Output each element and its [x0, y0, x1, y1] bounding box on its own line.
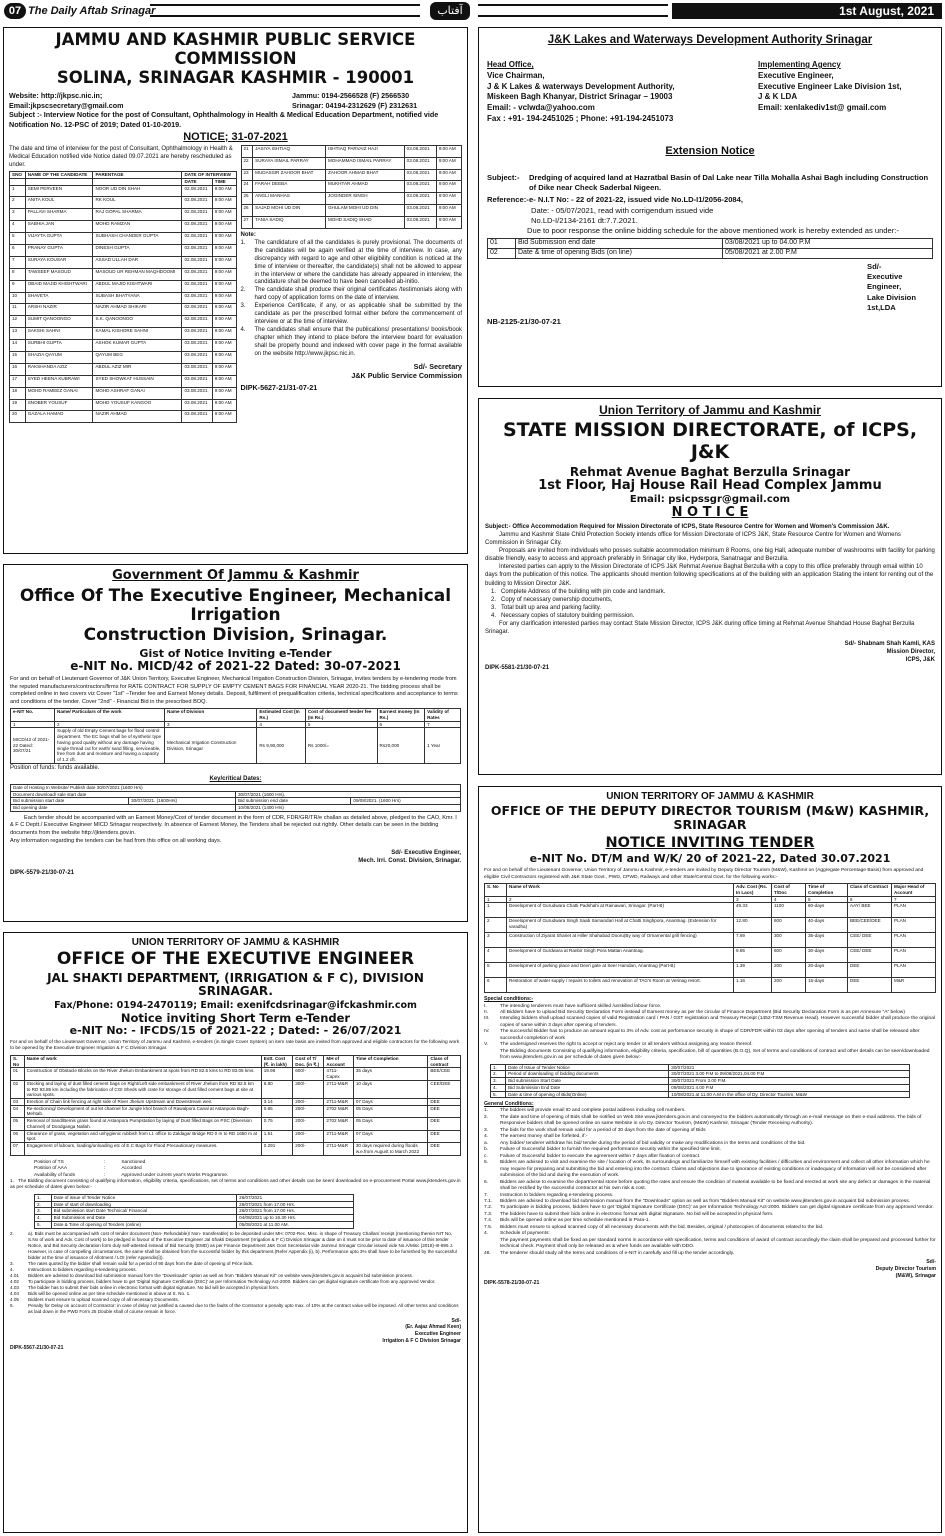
tour-sign: Deputy Director Tourism	[875, 1266, 936, 1273]
jkpsc-sign-2: J&K Public Service Commission	[351, 371, 462, 381]
table-row: 2. Date of start of downloading 26/07/2021 from 17.00 Hrs.	[35, 1201, 354, 1208]
lakes-left-line: J & K Lakes & waterways Development Authority,	[487, 81, 675, 91]
lakes-head-office: Head Office,	[487, 60, 534, 69]
list-item: c. Failure of Successful bidder to execute the agreement within 7 days after fixation of contract.	[484, 1153, 701, 1159]
lakes-subject-label: Subject:-	[487, 172, 520, 182]
table-row: 19 SNOBER YOUSUF MOHD YOUSUF KANGOO 03.08.2021 9:00 AM	[10, 399, 237, 411]
table-row: 20 GAZALA HAMAD NAZIR AHMAD 03.08.2021 9:00 AM	[10, 411, 237, 423]
ee-position-line: Position of AAA : Accorded	[34, 1166, 142, 1172]
ee-sign: Sd/-	[451, 1317, 461, 1324]
paper-name: The Daily Aftab Srinagar	[28, 5, 156, 17]
tour-sign: Sd/-	[926, 1259, 936, 1266]
mech-gov: Government Of Jammu & Kashmir	[112, 568, 359, 583]
table-row: 2 ANITA KOUL RK KOUL 02.08.2021 9:00 AM	[10, 197, 237, 209]
lakes-implementing-agency: Implementing Agency	[758, 60, 841, 69]
mech-sign: Sd/- Executive Engineer,	[391, 850, 461, 857]
list-item: 7.5. Bidders must ensure to upload scanned copy of all necessary documents with the bid. Besides, original / photocopies of documents related to the bid.	[484, 1224, 824, 1230]
list-item: 4.03 The bidder has to submit their bids online in electronic format with digital signature. No bid will be accepted in physical form.	[10, 1285, 280, 1291]
icps-title: STATE MISSION DIRECTORATE, of ICPS, J&K	[502, 419, 918, 463]
newspaper-header	[0, 0, 945, 22]
jkpsc-email: Email:jkpscsecretary@gmail.com	[9, 100, 124, 110]
paper-logo: آفتاب	[430, 2, 470, 20]
table-row: 05 Removal of Sand/Bemis grass found at Astanpora Pumpstation by laying of Dust filled Bags on PSC (Diversion Channel) of Doodganga Nallah. 0.75 200/- 2702 M&R 05 Days DEE	[11, 1118, 461, 1130]
tour-conditions	[484, 1004, 936, 1062]
lakes-left-line: Fax : +91- 194-2451025 ; Phone: +91-194-2451073	[487, 113, 674, 123]
jkpsc-sign-1: Sd/- Secretary	[413, 361, 462, 371]
note-item: 3. Experience Certificate, if any, or as applicable shall be submitted by the candidate as per the prescribed format either before the commencement of interview or at the time of interview.	[240, 303, 462, 325]
ee-title: OFFICE OF THE EXECUTIVE ENGINEER	[56, 949, 415, 969]
mech-dipk: DIPK-5579-21/30-07-21	[10, 870, 75, 877]
tour-cond-title: Special conditions:-	[484, 996, 534, 1003]
table-row: 26 SAJAD MOHI UD DIN GHULAM MOHI UD DIN 03.08.2021 9:00 AM	[241, 205, 462, 217]
list-item: 3. The bids for the work shall remain valid for a period of 30 days from the date of opening of Bids	[484, 1127, 706, 1133]
list-item: 5. Bidders are advised to visit and examine the site / location of work, its surroundings and familiarize himself with existing facilities / difficulties and environment and collect all other information which he may require for preparing and submitting the bid and entering into the contract. Claims and objections due to ignorance of existing conditions or inadequacy of information will not be considered after submission of the bid and during the execution of work.	[484, 1160, 930, 1179]
tour-gen-title: General Conditions:	[484, 1101, 534, 1108]
tour-title: OFFICE OF THE DEPUTY DIRECTOR TOURISM (M&W) KASHMIR, SRINAGAR	[490, 803, 930, 833]
lakes-schedule-table: 01 Bid Submission end date 03/08/2021 up to 04.00 P.M 02 Date & time of opening Bids (on line) 05/08/2021 at 2.00 P.M	[487, 238, 933, 259]
table-row: 10 SHAVETA SUBASH BHATYANA 02.08.2021 9:00 AM	[10, 292, 237, 304]
table-row: 3. Bid submission Start Date 30/07/2021 From 3.00 P.M.	[491, 1078, 910, 1085]
list-item: The payment payments shall be fixed as per standard norms in accordance with specification, terms and conditions of award of contract accordingly the claim shall be prepared and processed further for technical check. Payment shall only be released as & when funds are available with DDO.	[500, 1237, 936, 1250]
tour-dates-table	[490, 1064, 910, 1099]
list-item: The Bidding documents Consisting of qualifying information, eligibility criteria, specification, bill of quantities (B.O.Q), Set of terms and conditions of contract and other details can be seen/downloaded from www.jktenders.gov.in as per schedule of dates given below:-	[500, 1048, 930, 1061]
icps-list-item: 2. Copy of necessary ownership documents,	[491, 596, 613, 603]
lakes-ref-2: Date: - 05/07/2021, read with corrigendum issued vide	[531, 205, 714, 215]
icps-sign: Sd/- Shabnam Shah Kamli, KAS	[844, 641, 935, 648]
jkpsc-dipk: DIPK-5627-21/31-07-21	[240, 382, 318, 392]
mech-title-1: Office Of The Executive Engineer, Mechanical Irrigation	[19, 585, 452, 626]
list-item: 5. Penalty for Delay on account of Contractor: in case of delay not justified & caused due to the faults of the Contractor a penalty upto max. of 10% at the contract value will be imposed. All other terms and conditions as laid down in the PWD Form 25 Double shall of course remain in force.	[10, 1303, 459, 1315]
note-item: 2. The candidate shall produce their original certificates /testimonials along with hard copy of application forms on the date of interview.	[240, 287, 462, 302]
mech-body-2: Any information regarding the tenders can be had from this office on all working days.	[10, 837, 222, 844]
jkpsc-notice-title: NOTICE; 31-07-2021	[183, 130, 288, 143]
table-row: 3. Bid submission start Date Technical/ Financial 26/07/2021 from 17.00 Hrs.	[35, 1208, 354, 1215]
table-row: 11 ARSHI NAZIR NAZIR AHMAD SHIKARI 02.08.2021 9:00 AM	[10, 304, 237, 316]
table-row: 15 SHAZIA QAYUM QAYUM BEG 03.08.2021 9:00 AM	[10, 352, 237, 364]
table-row: 18 MOHD RAMEEZ GANAI MOHD ASHRAF GANAI 03.08.2021 9:00 AM	[10, 387, 237, 399]
issue-date: 1st August, 2021	[672, 3, 942, 19]
page-number: 07	[4, 3, 26, 19]
lakes-sign: Executive Engineer,	[867, 272, 903, 292]
tour-work-table: S. No Name of Work Adv. Cost (Rs. In Lacs) Cost of T/Doc Time of Completion Class of Contract Major Head of Account 1 2 3 4 5 6 7 1 Development of Gurudwara Chatti Padshahi at Rainawari, Srinagar. (Part-B) 49.33 1100 60-days AAY/ BEE PLAN 2 Development of Gurudwara Singh Saab Samandari Hall at Chatti Singhpora, Anantnag. (Extension for varadha) 12.80 600 40-days BEE/CEE/DEE PLAN 3 Construction of Ziyarat Shariet at Hiller Shahabad Dooru(By way of Ornamental grill fencing) 7.69 300 35-days CEE/ DEE PLAN 4 Development of Gurdwara at Ranbir Singh Pora Mattan Anantnag. 9.85 600 30-days CEE/ DEE PLAN 5 Development of parking place and Devri gate at Seer Hamdan, Anantnag (Part-B) 1.39 200 20-days DEE PLAN 6 Restoration of water supply / repairs to toilets and renovation of TAG's Room at Verinag resort. 1.16 200 15-days DEE M&R	[484, 883, 936, 993]
icps-list-item: 3. Total built up area and parking facility.	[491, 604, 601, 611]
mech-body: Each tender should be accompanied with an Earnest Money/Cost of tender document in the form of CDR, FDR/GR/TR/e challan as detailed above, pledged to the CAO, Kmr. I & F C Deptt./ Executive Engineer MICD Srinagar respectively. In absence of Earnest Money, the Tenders shall be rejected out rightly. Other details can be seen in the bidding documents from the website http://jktenders.gov.in.	[10, 814, 457, 837]
ee-intro: For and on behalf of the Lieutenant Governor, Union Territory of Jammu and Kashmir, e-tenders (in Single Cover System) on item rate basis are invited from approved and eligible contractors for the following work to be opened by the Executive Engineer Irrigation & F C Division Srinagar.	[10, 1039, 460, 1052]
icps-dipk: DIPK-5581-21/30-07-21	[485, 665, 550, 672]
table-row: 02 Stocking and laying of dust filled cement bags on Right/Left side embankment of River Jhelum from RD 82.5 km to RD 93.85 km including the fabrication of CGI Sheds with crate for storage of dust filled cement bags at site at various spots. 6.80 300/- 2711-M&R 10 days CEE/DEE	[11, 1080, 461, 1098]
list-item: III. Intending bidders shall upload scanned copies of valid Registration card / PAN / GST registration and Treasury Receipt (1452-TSM Revenue Head). However successful bidder shall produce the original copies of same within 3 days after opening of tenders.	[484, 1016, 936, 1028]
list-item: IV. The successful Bidder has to produce an amount equal to 3% of Adv. cost as performance security in shape of CDR/FDR within 03 days after opening of tenders and same shall be released after successful completion of work	[484, 1029, 920, 1041]
tour-enit: e-NIT No. DT/M and W/K/ 20 of 2021-22, Dated 30.07.2021	[529, 852, 891, 866]
icps-para-4: For any clarification interested parties may contact State Mission Director, ICPS J&K during office timing at Rehmat Avenue Shahdad House Baghat Berzulla Srinagar.	[485, 620, 915, 636]
list-item: I. The intending tenderers must have sufficient skilled /unskilled labour force.	[484, 1003, 662, 1009]
table-row: 24 FARAH DEEBA MUKHTAR AHMAD 03.08.2021 9:00 AM	[241, 181, 462, 193]
table-row: 27 TANIA SADIQ MOHD SADIQ SHAD 03.08.2021 9:00 AM	[241, 217, 462, 229]
tourism-notice	[478, 786, 942, 1533]
jkpsc-jammu-phone: Jammu: 0194-2566528 (F) 2566530	[292, 90, 410, 100]
jkpsc-srinagar-phone: Srinagar: 04194-2312629 (F) 2312631	[292, 100, 418, 110]
ee-sign: (Er. Aajaz Ahmad Keen)	[405, 1324, 461, 1331]
ee-notice: Notice inviting Short Term e-Tender	[120, 1011, 351, 1026]
ee-p1: 1. The Bidding document consisting of qualifying information, eligibility criteria, specifications, set of terms and conditions and other details can be seen/ downloaded on e-procurement Portal www.jktenders.gov.in as per schedule of dates given below:-	[10, 1179, 461, 1191]
tour-dipk: DIPK-5578-21/30-07-21	[484, 1280, 540, 1287]
table-row: 2 Development of Gurudwara Singh Saab Samandari Hall at Chatti Singhpora, Anantnag. (Extension for varadha) 12.80 600 40-days BEE/CEE/DEE PLAN	[485, 918, 936, 933]
table-row: 13 SAKSHI SAHNI KAMAL KISHORE SAHNI 03.08.2021 9:00 AM	[10, 328, 237, 340]
mech-notice	[3, 564, 468, 922]
list-item: 4. The earnest money shall be forfeited, if:-	[484, 1134, 588, 1140]
lakes-ref-label: Reference:-	[487, 195, 529, 205]
mech-funds: Position of funds: funds available.	[10, 764, 100, 771]
list-item: b. Failure of Successful bidder to furnish the required performance security within the specified time limit.	[484, 1147, 721, 1153]
icps-email: Email: psicpssgr@gmail.com	[629, 494, 791, 506]
lakes-right-line: Executive Engineer,	[758, 70, 834, 80]
table-row: 4 Development of Gurdwara at Ranbir Singh Pora Mattan Anantnag. 9.85 600 30-days CEE/ DEE PLAN	[485, 948, 936, 963]
lakes-right-line: Email: xenlakediv1st@ gmail.com	[758, 103, 887, 113]
list-item: II. All Bidders have to upload Bid Security Declaration Form instead of Earnest money as per the circular of Finance Department (Bid Security Declaration Form is as per Annexure "A" below)	[484, 1009, 905, 1015]
ee-dipk: DIPK-5567-21/30-07-21	[10, 1344, 64, 1351]
note-item: 4. The candidates shall ensure that the publications/ presentations/ books/book chapter which they intend to place before the interview board for evaluation shall be properly bound and indexed with cover page in the format available on the website http://www.jkpsc.nic.in.	[240, 326, 462, 357]
table-row: 25 ANGLI MANHAS JOGINDER SINGH 03.08.2021 9:00 AM	[241, 193, 462, 205]
mech-intro: For and on behalf of Lieutenant Governor of J&K Union Territory, Executive Engineer, Mechanical Irrigation Construction Division, Srinagar, invites tenders by e-tendering mode from the reputed manufacturers/contractors/firms for RATE CONTRACT FOR SUPPLY OF EMPTY CEMENT BAGS FOR FINANCIAL YEAR 2020-21. The bidding process shall be completed online in two covers viz Cover "1st" –Tender fee and Earnest Money details. Deposit, fulfilment of prequalification criteria, technical specifications and acceptance to terms and conditions of the tender. Cover "2nd" - Financial Bid in the prescribed BOQ.	[10, 676, 458, 705]
list-item: 48. The tenderer should study all the terms and conditions of e-NIT in carefully and fill up the tender accordingly.	[484, 1250, 735, 1256]
jkpsc-candidate-table-left: SNO NAME OF THE CANDIDATE PARENTAGE DATE OF INTERVIEW DATE TIME 1 SEMI PERVEEN NOOR UD DIN SHAH 02.08.2021 9:00 AM 2 ANITA KOUL RK KOUL 02.08.2021 9:00 AM 3 PALLAVI SHARMA RAJ GOPAL SHARMA 02.08.2021 9:00 AM 4 SABHIA JAN MOHD RAMZAN 02.08.2021 9:00 AM 5 VIJAYTA GUPTA SUBHASH CHANDER GUPTA 02.08.2021 9:00 AM 6 PRANAY GUPTA DINESH GUPTA 02.08.2021 9:00 AM 7 SURAYA KOUSAR ASSAD ULLAH DAR 02.08.2021 9:00 AM 8 TAWSEEF MASOUD MASOUD UR REHMAN MAQHDOOMI 02.08.2021 9:00 AM 9 OBAID MAJID KHISHTWARI ABDUL MAJID KISHTWARI 02.08.2021 9:00 AM 10 SHAVETA SUBASH BHATYANA 02.08.2021 9:00 AM 11 ARSHI NAZIR NAZIR AHMAD SHIKARI 02.08.2021 9:00 AM 12 SUMIT QANOONGO S.K. QANOONGO 02.08.2021 9:00 AM 13 SAKSHI SAHNI KAMAL KISHORE SAHNI 03.08.2021 9:00 AM 14 SURBHI GUPTA ASHOK KUMAR GUPTA 03.08.2021 9:00 AM 15 SHAZIA QAYUM QAYUM BEG 03.08.2021 9:00 AM 16 RAKSHANDA AZIZ ABDUL AZIZ MIR 03.08.2021 9:00 AM 17 SYED HEENA KUBRAWI SYED SHOWKAT HUSSAIN 03.08.2021 9:00 AM 18 MOHD RAMEEZ GANAI MOHD ASHRAF GANAI 03.08.2021 9:00 AM 19 SNOBER YOUSUF MOHD YOUSUF KANGOO 03.08.2021 9:00 AM 20 GAZALA HAMAD NAZIR AHMAD 03.08.2021 9:00 AM	[9, 171, 237, 423]
note-item: 1. The candidature of all the candidates is purely provisional. The documents of the candidates will be again verified at the time of interview. In case, any discrepancy with regard to age and other eligibility condition is noticed at the time of interview or thereafter, the candidate(s) shall not be allowed to appear in the interview or where the candidate has already appeared in interview, the candidature shall be deemed to have been cancelled ab-initio.	[240, 239, 462, 286]
list-item: 4. Schedule of payments:	[484, 1231, 550, 1237]
list-item: 2. a). Bids must be accompanied with cost of tender document (Non- Refundable)/ Non- transferable) to be deposited under MH: 0702-Rec. Misc. in shape of Treasury Challan/ receipt (mentioning therein NIT No, S.No of work and Adv. Cost of work) to be pledged in favour of the Executive Engineer Jal Shakti Department (Irrigation & F C) Division Srinagar & date on it must not be prior to date of issuance of this tender Notice, and Bid Security declaration form duly self-attested instead of Bid Security (EMD) as per Finance Department J&K Govt Secretariat vide Jammu/ Srinagar Circular issued vide No.A/Misc (2018)-III-895 J. However, in case of compelling circumstances, the same shall be obtained from the successful bidder by this department.(Refer Appendix (i), b). Performance upto 3% shall have to be furnished by the successful bidder at the time of issuance of Allotment / LOI (refer Appendix(i)).	[10, 1230, 457, 1260]
table-row: 12 SUMIT QANOONGO S.K. QANOONGO 02.08.2021 9:00 AM	[10, 316, 237, 328]
ee-dates-table	[34, 1194, 354, 1229]
icps-address-2: 1st Floor, Haj House Rail Head Complex Jammu	[538, 478, 882, 494]
tour-intro: For and on behalf of the Lieutenant Governor, Union Territory of Jammu & Kashmir, e-tenders are invited by Deputy Director Tourism (M&W), Kashmir on (Aggregate Percentage Basis) from approved and eligible Civil Contractors registered with J&K State Govt., PWD, CPWD, Railways and other State/Central Govt. for the following works:-	[484, 868, 924, 880]
icps-notice	[478, 398, 942, 775]
ee-terms	[10, 1231, 461, 1316]
header-rule-2	[478, 4, 668, 17]
lakes-left-line: Vice Chairman,	[487, 70, 545, 80]
ee-position-line: Position of TS : Sanctioned	[34, 1159, 146, 1165]
jkpsc-subtitle: SOLINA, SRINAGAR KASHMIR - 190001	[56, 67, 415, 87]
list-item: 4.01 Bidders are advised to download bid submission manual form the "Downloads" option as well as from "Bidders Manual Kit" on website www.jktenders.gov.in acquaint bid submission process.	[10, 1273, 414, 1279]
list-item: V. The undersigned reserves the right to accept or reject any tender or all tenders without assigning any reason thereof.	[484, 1042, 753, 1048]
jkpsc-notice	[3, 27, 468, 554]
jkpsc-notes	[241, 240, 463, 359]
ee-sign: Executive Engineer	[414, 1331, 461, 1337]
list-item: 4.05 Bidders must ensure to upload scanned copy of all necessary Documents.	[10, 1297, 179, 1303]
table-row: 5. Date & time of opening of Bids(Online) 10/08/2021 at 11.00 A.M in the office of Dy. Director Tourism, M&W	[491, 1091, 910, 1098]
table-row: 5 VIJAYTA GUPTA SUBHASH CHANDER GUPTA 02.08.2021 9:00 AM	[10, 233, 237, 245]
lakes-sign: Lake Division 1st,LDA	[867, 292, 916, 312]
table-row: 1. Date of Issue of Tender Notice 30/07/2021	[491, 1064, 910, 1071]
table-row: 04 Re-sectioning/ Development of out let channel for Jungle khol branch of Rawalpora Canal at Astanpora Bagh-Mehtab. 0.65 200/- 2702 M&R 05 Days DEE	[11, 1105, 461, 1117]
table-row: 4. Bid Submission end Date 04/08/2021 up to 16.30 Hrs.	[35, 1215, 354, 1222]
icps-list-item: 1. Complete Address of the building with pin code and landmark.	[491, 588, 666, 595]
jkpsc-subject: Subject :- Interview Notice for the post of Consultant, Ophthalmology in Health & Medical Education Department, notified vide Notification No. 12-PSC of 2019; Dated 01-10-2019.	[9, 110, 439, 130]
table-row: 2. Period of downloading of bidding documents 30/07/2021 3.00 P.M to 09/08/2021,04.00 P.M	[491, 1071, 910, 1078]
tour-sign: (M&W), Srinagar	[895, 1273, 936, 1280]
lakes-extension-notice: Extension Notice	[665, 144, 755, 157]
list-item: 4.04 Bids will be opened online as per time schedule mentioned in above at S. No. 1.	[10, 1291, 191, 1297]
icps-subject: Subject:- Office Accommodation Required for Mission Directorate of ICPS, State Resource Centre for Women and Women's Commission J&K.	[485, 523, 890, 530]
icps-para-1: Jammu and Kashmir State Child Protection Society intends office for Mission Directorate of ICPS J&K, State Resource Centre for Women and Womens Commission in Srinagar City.	[485, 531, 901, 547]
ee-dept: JAL SHAKTI DEPARTMENT, (IRRIGATION & F C), DIVISION SRINAGAR.	[47, 970, 424, 999]
list-item: a. Any bidder/ tenderer withdraw his bid/ tender during the period of bid validity or make any modifications in the terms and conditions of the bid.	[484, 1140, 806, 1146]
header-rule	[150, 4, 420, 17]
list-item: 7.2. To participate in bidding process, bidders have to get 'Digital Signature Certificate (DSC)' as per Information Technology Act-2000. Bidders can get digital signature certificate from any approved Vendor.	[484, 1205, 934, 1211]
table-row: 4 SABHIA JAN MOHD RAMZAN 02.08.2021 9:00 AM	[10, 221, 237, 233]
list-item: 7.3. The bidders have to submit their bids online in electronic format with digital Signature. No bid will be accepted in physical form.	[484, 1211, 774, 1217]
mech-sign: Mech. Irri. Const. Division, Srinagar.	[358, 858, 461, 865]
table-row: 1 Development of Gurudwara Chatti Padshahi at Rainawari, Srinagar. (Part-B) 49.33 1100 60-days AAY/ BEE PLAN	[485, 903, 936, 918]
table-row: 23 MUDASSIR ZAHOOR BHAT ZAHOOR AHMAD BHAT 03.08.2021 9:00 AM	[241, 169, 462, 181]
lakes-right-line: Executive Engineer Lake Division 1st,	[758, 81, 902, 91]
table-row: 17 SYED HEENA KUBRAWI SYED SHOWKAT HUSSAIN 03.08.2021 9:00 AM	[10, 375, 237, 387]
tour-notice: NOTICE INVITING TENDER	[605, 834, 815, 851]
table-row: 21 JASIYA ISHTIAQ ISHTIAQ PARVAIZ HAJI 03.08.2021 9:00 AM	[241, 145, 462, 157]
jalshakti-notice	[3, 932, 468, 1533]
table-row: 16 RAKSHANDA AZIZ ABDUL AZIZ MIR 03.08.2021 9:00 AM	[10, 363, 237, 375]
icps-address-1: Rehmat Avenue Baghat Berzulla Srinagar	[569, 464, 851, 479]
mech-enit: e-NIT No. MICD/42 of 2021-22 Dated: 30-07-2021	[70, 659, 401, 674]
ee-enit: e-NIT No: - IFCDS/15 of 2021-22 ; Dated: - 26/07/2021	[69, 1024, 402, 1038]
lakes-ref-3: No.LD-I/2134-2161 dt:7.7.2021.	[531, 215, 638, 225]
table-row: 3 Construction of Ziyarat Shariet at Hiller Shahabad Dooru(By way of Ornamental grill fencing) 7.69 300 35-days CEE/ DEE PLAN	[485, 933, 936, 948]
icps-sign: Mission Director,	[886, 649, 935, 656]
list-item: 4.02 To participate in bidding process, bidders have to get 'Digital Signature Certificate (DSC)' as per Information Technology Act-2000. Bidders can get digital signature certificate from any approved Vendor.	[10, 1279, 436, 1285]
lakes-subject: Dredging of acquired land at Hazratbal Basin of Dal Lake near Tilla Mohalla Ashai Bagh including Construction of Dike near Check Saderbal Nigeen.	[529, 172, 929, 193]
ee-sign: Irrigation & F C Division Srinagar	[382, 1337, 461, 1344]
tour-general-conditions	[484, 1108, 936, 1257]
lakes-dipk: NB-2125-21/30-07-21	[487, 317, 561, 327]
list-item: 7.1. Bidders are advised to download bid submission manual from the "Downloads" option as well as from "Bidders Manual Kit" on website www.jktenders.gov.in acquaint bid submission process.	[484, 1198, 910, 1204]
table-row: 8 TAWSEEF MASOUD MASOUD UR REHMAN MAQHDOOMI 02.08.2021 9:00 AM	[10, 268, 237, 280]
list-item: 7.4. Bids will be opened online as per time schedule mentioned in Para-1.	[484, 1218, 650, 1224]
table-row: 1 SEMI PERVEEN NOOR UD DIN SHAH 02.08.2021 9:00 AM	[10, 185, 237, 197]
jkpsc-candidate-table-right	[241, 145, 463, 229]
ee-ut: UNION TERRITORY OF JAMMU & KASHMIR	[131, 937, 340, 948]
lakes-due: Due to poor response the online bidding schedule for the above mentioned work is hereby extended as under:-	[527, 226, 899, 236]
table-row: 6 Restoration of water supply / repairs to toilets and renovation of TAG's Room at Verinag resort. 1.16 200 15-days DEE M&R	[485, 978, 936, 993]
table-row: 3 PALLAVI SHARMA RAJ GOPAL SHARMA 02.08.2021 9:00 AM	[10, 209, 237, 221]
table-row: 9 OBAID MAJID KHISHTWARI ABDUL MAJID KISHTWARI 02.08.2021 9:00 AM	[10, 280, 237, 292]
mech-dates-table: Date of Hosting In Website/ Publish date 30/07/2021 (1600 Hrs) Document download/ sale start date 30/07/2021 (1600 Hrs). Bid submission start date 30/07/2021. (1600Hrs) Bid submission end date 09/08/2021. (1600 Hrs) Bid opening date 10/08/2021 (1400 Hrs)	[10, 784, 461, 812]
table-row: 4. Bid Submission End Date 09/08/2021 4.00 P.M	[491, 1084, 910, 1091]
lakes-left-line: Email: - vclwda@yahoo.com	[487, 103, 595, 113]
ee-fax: Fax/Phone: 0194-2470119; Email: exenifcdsrinagar@ifckashmir.com	[54, 1000, 417, 1012]
mech-title-2: Construction Division, Srinagar.	[83, 625, 388, 646]
lakes-sign: Sd/-	[867, 261, 882, 271]
table-row: 7 SURAYA KOUSAR ASSAD ULLAH DAR 02.08.2021 9:00 AM	[10, 256, 237, 268]
table-row: 5. Date & Time of opening of Tenders (online) 05/08/2021 at 11.00 AM.	[35, 1221, 354, 1228]
table-row: 14 SURBHI GUPTA ASHOK KUMAR GUPTA 03.08.2021 9:00 AM	[10, 340, 237, 352]
jkpsc-intro: The date and time of interview for the post of Consultant, Ophthalmology in Health & Medical Education notified vide Notice dated 09.07.2021 are hereby rescheduled as under.	[9, 145, 233, 168]
list-item: 1. The bidders will provide email ID and complete postal address including cell numbers.	[484, 1108, 686, 1114]
table-row: 03 Erection of Chain link fencing at right side of River Jhelum Upstream and Downstream weir. 3.14 200/- 2711-M&R 07 Days DEE	[11, 1099, 461, 1106]
lakes-title: J&K Lakes and Waterways Development Authority Srinagar	[547, 34, 873, 46]
list-item: 6. Bidders are advise to examine the departmental stone before quoting the rates and ensure the condition of material available to be fixed and erected at work site any defect or damages in the material shall be rectified by the successful contractor at his own risk & cost.	[484, 1179, 931, 1192]
icps-notice-title: N O T I C E	[671, 504, 749, 520]
table-row: 6 PRANAY GUPTA DINESH GUPTA 02.08.2021 9:00 AM	[10, 244, 237, 256]
lakes-notice	[478, 27, 942, 387]
table-row: 06 Clearance of grass, vegetation and unhygienic rubbish from Lt. office to Zaldagar Bridge RD 0 m to RD 1650 m at spot. 1.51 200/- 2711-M&R 07 Days DEE	[11, 1130, 461, 1142]
table-row: 5 Development of parking place and Devri gate at Seer Hamdan, Anantnag (Part-B) 1.39 200 20-days DEE PLAN	[485, 963, 936, 978]
tour-ut: UNION TERRITORY OF JAMMU & KASHMIR	[606, 791, 814, 802]
table-row: 1. Date of issue of Tender Notice 26/07/2021	[35, 1194, 354, 1201]
list-item: 2. The date and time of opening of Bids shall be notified on Web Site www.jktenders.gov.in and conveyed to the bidders automatically through an e-mail message on their e-mail address. The bids of Responsive bidders shall be opened online on same Website in o/o Dy. Director Tourism, (M&W) Kashmir, Srinagar (Tender Receiving Authority).	[484, 1114, 922, 1127]
icps-para-3: Interested parties can apply to the Mission Directorate of ICPS J&K Rehmat Avenue Baghat Berzulla with a copy to this office preferably through email within 10 days from the publication of this notice. The applicants should mention following specifications at of the building with an application Stating the intent for renting out of the building to Mission Director J&K.	[485, 564, 934, 587]
table-row: 22 SURAYA ISMAIL PARRAY MOHAMMAD ISMAIL PARRAY 03.08.2021 9:00 AM	[241, 157, 462, 169]
jkpsc-title: JAMMU AND KASHMIR PUBLIC SERVICE COMMISSION	[55, 30, 416, 68]
lakes-ref: e- N.I.T No: - 22 of 2021-22, issued vide No.LD-I1/2056-2084,	[529, 195, 743, 205]
ee-position-line: Availability of funds : Approved under current year's Works Programme.	[34, 1172, 229, 1178]
jkpsc-website: Website: http://jkpsc.nic.in;	[9, 90, 103, 100]
mech-gist: Gist of Notice Inviting e-Tender	[139, 646, 332, 660]
lakes-left-line: Miskeen Bagh Khanyar, District Srinagar – 19003	[487, 92, 673, 102]
list-item: 7. Instruction to bidders regarding e-tendering process.	[484, 1192, 614, 1198]
lakes-right-line: J & K LDA	[758, 92, 798, 102]
table-row: 07 Engagement of labours, loading/unloading etc of E.C Bags for Flood Precautionary measures. 0.291 200/- 2711-M&R 30 days required during floods w.e.from August to March 2022 DEE	[11, 1143, 461, 1155]
mech-key-dates-title: Key/critical Dates:	[209, 775, 262, 782]
table-row: 01 Construction of Obstacle Blocks on the River Jhelum Embankment at spots from RD 82.5 kms to RD 83.05 kms. 19.98 600/- 4711-Capex 35 days BEE/CEE	[11, 1068, 461, 1080]
mech-work-table: e-NIT No. Name/ Particulars of the work Name of Division Estimated Cost (In Rs.) Cost of document/ tender fee (In Rs.) Earnest money (In Rs.) Validity of Rates 1 2 3 4 5 6 7 MICD/42 of 2021-22 Dated: 30/07/21 Supply of old Empty Cement bags for flood control department. The EC bags shall be of synthetic type having good quality without any damage having single thread cut for earth/ sand filling, serviceable, free from dust and moisture and having a capacity of 1.2 cft. Mechanical Irrigation Construction Division, Srinagar Rs 9,90,000 Rs 1000/= Rs20,000 1 Year	[10, 708, 461, 764]
list-item: 4. Instructions to bidders regarding e-tendering process.	[10, 1267, 137, 1272]
icps-para-2: Proposals are invited from individuals who posses suitable accommodation minimum 8 Rooms, one big Hall, adequate number of washrooms with facility for parking disable friendly, easy to access and approach preferably in Srinagar city like, Hyderpora, Sanatnagar and Berzulla.	[485, 548, 935, 563]
ee-work-table: S. No Name of work Estt. Cost (₹. in lakh) Cost of T/ Doc. (in ₹.) MH of Account Time of Completion Class of contract 01 Construction of Obstacle Blocks on the River Jhelum Embankment at spots from RD 82.5 kms to RD 83.05 kms. 19.98 600/- 4711-Capex 35 days BEE/CEE 02 Stocking and laying of dust filled cement bags on Right/Left side embankment of River Jhelum from RD 82.5 km to RD 93.85 km including the fabrication of CGI Sheds with crate for storage of dust filled cement bags at site at various spots. 6.80 300/- 2711-M&R 10 days CEE/DEE 03 Erection of Chain link fencing at right side of River Jhelum Upstream and Downstream weir. 3.14 200/- 2711-M&R 07 Days DEE 04 Re-sectioning/ Development of out let channel for Jungle khol branch of Rawalpora Canal at Astanpora Bagh-Mehtab. 0.65 200/- 2702 M&R 05 Days DEE 05 Removal of Sand/Bemis grass found at Astanpora Pumpstation by laying of Dust filled Bags on PSC (Diversion Channel) of Doodganga Nallah. 0.75 200/- 2702 M&R 05 Days DEE 06 Clearance of grass, vegetation and unhygienic rubbish from Lt. office to Zaldagar Bridge RD 0 m to RD 1650 m at spot. 1.51 200/- 2711-M&R 07 Days DEE 07 Engagement of labours, loading/unloading etc of E.C Bags for Flood Precautionary measures. 0.291 200/- 2711-M&R 30 days required during floods w.e.from August to March 2022 DEE	[10, 1055, 461, 1156]
list-item: 3. The rates quoted by the bidder shall remain valid for a period of 90 days from the date of opening of Price bids.	[10, 1260, 254, 1266]
icps-sign: ICPS, J&K	[905, 657, 935, 664]
icps-ut: Union Territory of Jammu and Kashmir	[599, 403, 821, 417]
jkpsc-note-title: Note:	[240, 232, 256, 239]
icps-list-item: 4. Necessary copies of statutory building permission.	[491, 612, 635, 619]
